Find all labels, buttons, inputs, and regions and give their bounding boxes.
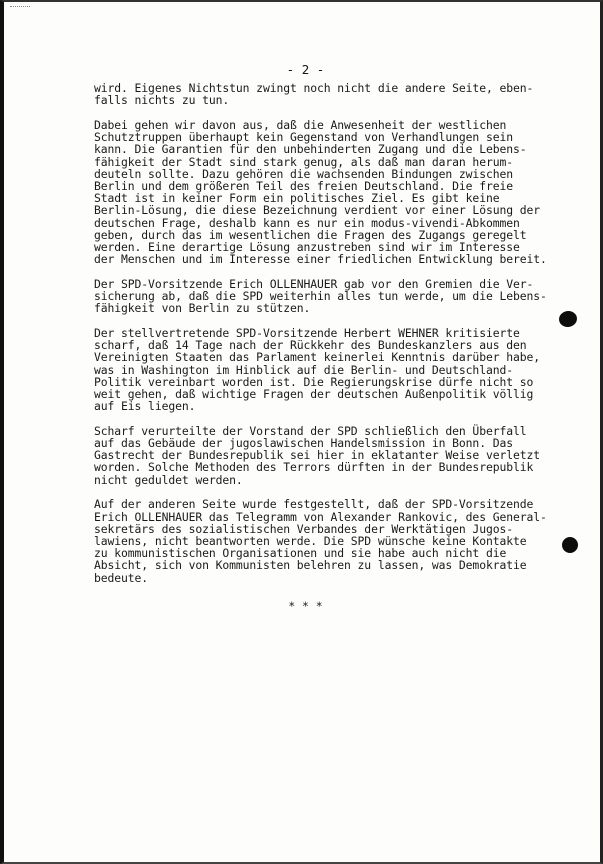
text-line: Der SPD-Vorsitzende Erich OLLENHAUER gab vor den Gremien die Ver-	[94, 276, 534, 291]
text-line: Der stellvertretende SPD-Vorsitzende Herbert WEHNER kritisierte	[94, 325, 520, 340]
text-line: weit gehen, daß wichtige Fragen der deutschen Außenpolitik völlig	[94, 386, 534, 401]
text-line: falls nichts zu tun.	[94, 93, 230, 108]
paragraph	[94, 425, 574, 486]
text-line: Absicht, sich von Kommunisten belehren zu lassen, was Demokratie	[94, 558, 527, 573]
text-line: lawiens, nicht beantworten werde. Die SPD wünsche keine Kontakte	[94, 534, 527, 548]
text-line: sicherung ab, daß die SPD weiterhin alles tun werde, um die Lebens-	[94, 289, 547, 304]
text-line: Schutztruppen überhaupt kein Gegenstand von Verhandlungen sein	[94, 130, 513, 145]
text-line: deutschen Frage, deshalb kann es nur ein modus-vivendi-Abkommen	[94, 215, 520, 230]
paragraph	[94, 82, 574, 106]
text-line: Politik vereinbart worden ist. Die Regierungskrise dürfe nicht so	[94, 374, 534, 389]
text-line: Berlin-Lösung, die diese Bezeichnung verdient vor einer Lösung der	[94, 203, 541, 218]
text-line: sekretärs des sozialistischen Verbandes der Werktätigen Jugos-	[94, 521, 513, 536]
text-line: Scharf verurteilte der Vorstand der SPD schließlich den Überfall	[94, 423, 527, 438]
text-line: fähigkeit von Berlin zu stützen.	[94, 301, 311, 316]
scan-artifact	[10, 6, 30, 13]
paragraph	[94, 498, 574, 583]
text-line: auf Eis liegen.	[94, 399, 196, 414]
text-line: was in Washington im Hinblick auf die Berlin- und Deutschland-	[94, 362, 513, 377]
section-separator: * * *	[288, 599, 323, 613]
text-line: nicht geduldet werden.	[94, 472, 243, 487]
text-line: Berlin und dem größeren Teil des freien Deutschland. Die freie	[94, 178, 513, 193]
text-line: Gastrecht der Bundesrepublik sei hier in eklatanter Weise verletzt	[94, 448, 541, 463]
page-number: - 2 -	[286, 62, 325, 77]
text-line: deuteln sollte. Dazu gehören die wachsenden Bindungen zwischen	[94, 166, 513, 181]
text-line: kann. Die Garantien für den unbehinderten Zugang und die Lebens-	[94, 142, 527, 157]
text-line: auf das Gebäude der jugoslawischen Handelsmission in Bonn. Das	[94, 436, 513, 451]
document-body	[94, 82, 574, 596]
text-line: Auf der anderen Seite wurde festgestellt, daß der SPD-Vorsitzende	[94, 497, 534, 512]
text-line: worden. Solche Methoden des Terrors dürften in der Bundesrepublik	[94, 460, 534, 475]
paragraph	[94, 327, 574, 412]
text-line: Dabei gehen wir davon aus, daß die Anwesenheit der westlichen	[94, 117, 507, 132]
text-line: bedeute.	[94, 570, 149, 585]
text-line: Erich OLLENHAUER das Telegramm von Alexander Rankovic, des General-	[94, 509, 547, 524]
text-line: fähigkeit der Stadt sind stark genug, als daß man daran herum-	[94, 154, 513, 169]
paragraph	[94, 278, 574, 315]
text-line: geben, durch das im wesentlichen die Fragen des Zugangs geregelt	[94, 227, 527, 242]
text-line: Stadt ist in keiner Form ein politisches Ziel. Es gibt keine	[94, 191, 500, 206]
text-line: der Menschen und im Interesse einer friedlichen Entwicklung bereit.	[94, 252, 547, 267]
ink-blot	[562, 537, 578, 553]
text-line: zu kommunistischen Organisationen und sie habe auch nicht die	[94, 546, 507, 561]
text-line: Vereinigten Staaten das Parlament keinerlei Kenntnis darüber habe,	[94, 350, 541, 365]
text-line: werden. Eine derartige Lösung anzustreben sind wir im Interesse	[94, 239, 520, 254]
text-line: scharf, daß 14 Tage nach der Rückkehr des Bundeskanzlers aus den	[94, 338, 527, 353]
text-line: wird. Eigenes Nichtstun zwingt noch nicht die andere Seite, eben-	[94, 81, 534, 95]
paragraph	[94, 119, 574, 265]
